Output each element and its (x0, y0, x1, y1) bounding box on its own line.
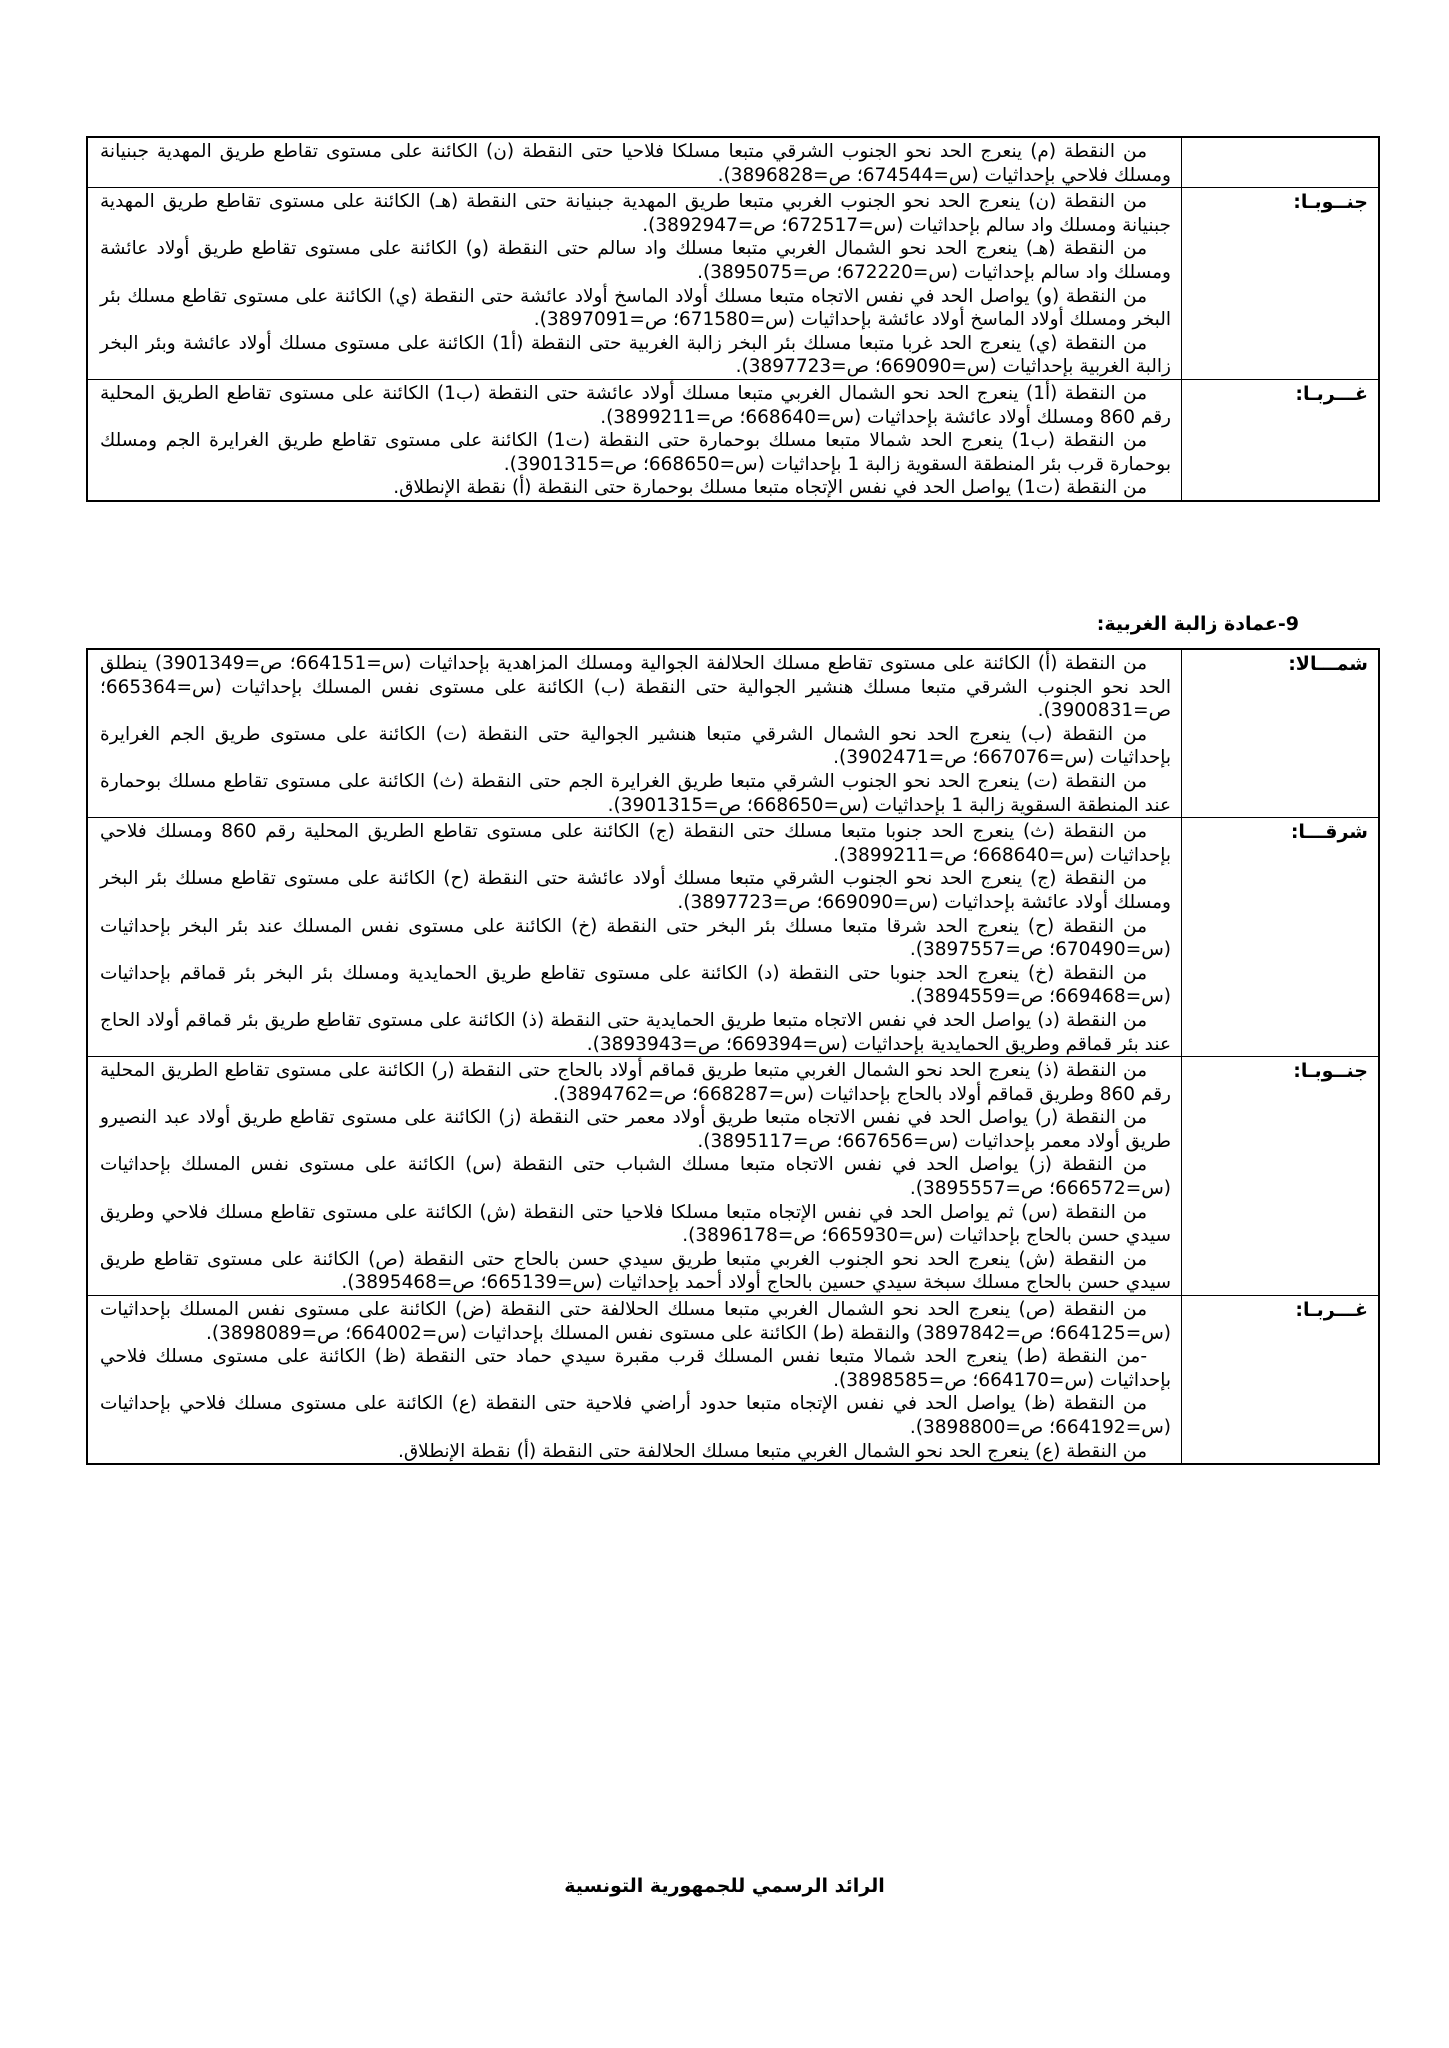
boundary-paragraph: من النقطة (د) يواصل الحد في نفس الاتجاه متبعا طريق الحمايدية حتى النقطة (ذ) الكائنة على مستوى تقاطع طريق بئر قماقم أولاد الحاج عند بئر قماقم وطريق الحمايدية بإحداثيات (س=669394؛ ص=3893943). (100, 1009, 1171, 1055)
boundary-paragraph: من النقطة (ذ) ينعرج الحد نحو الشمال الغربي متبعا طريق قماقم أولاد بالحاج حتى النقطة (ر) الكائنة على مستوى تقاطع الطريق المحلية رقم 860 وطريق قماقم أولاد بالحاج بإحداثيات (س=668287؛ ص=3894762). (100, 1060, 1171, 1105)
boundary-paragraph: من النقطة (أ) الكائنة على مستوى تقاطع مسلك الحلالفة الجوالية ومسلك المزاهدية بإحداثيات (س=664151؛ ص=3901349) ينطلق الحد نحو الجنوب الشرقي متبعا مسلك هنشير الجوالية حتى النقطة (ب) الكائنة على مستوى نفس المسلك بإحداثيات (س=665364؛ ص=3900831). (100, 653, 1171, 722)
boundary-paragraph: من النقطة (أ1) ينعرج الحد نحو الشمال الغربي متبعا مسلك أولاد عائشة حتى النقطة (ب1) الكائنة على مستوى تقاطع الطريق المحلية رقم 860 ومسلك أولاد عائشة بإحداثيات (س=668640؛ ص=3899211). (100, 382, 1171, 428)
boundary-paragraph: من النقطة (ب1) ينعرج الحد شمالا متبعا مسلك بوحمارة حتى النقطة (ت1) الكائنة على مستوى تقاطع طريق الغرايرة الجم ومسلك بوحمارة قرب بئر المنطقة السقوية زالبة 1 بإحداثيات (س=668650؛ ص=3901315). (100, 430, 1171, 475)
boundary-paragraph: من النقطة (هـ) ينعرج الحد نحو الشمال الغربي متبعا مسلك واد سالم حتى النقطة (و) الكائنة على مستوى تقاطع طريق أولاد عائشة ومسلك واد سالم بإحداثيات (س=672220؛ ص=3895075). (100, 238, 1171, 283)
boundary-description (87, 649, 1182, 818)
table-row (87, 1296, 1379, 1465)
direction-label: جنــوبـا: (1182, 1057, 1380, 1296)
boundary-paragraph: من النقطة (ص) ينعرج الحد نحو الشمال الغربي متبعا مسلك الحلالفة حتى النقطة (ض) الكائنة على مستوى نفس المسلك بإحداثيات (س=664125؛ ص=3897842) والنقطة (ط) الكائنة على مستوى نفس المسلك بإحداثيات (س=664002؛ ص=3898089). (100, 1299, 1171, 1344)
boundary-paragraph: من النقطة (ت1) يواصل الحد في نفس الإتجاه متبعا مسلك بوحمارة حتى النقطة (أ) نقطة الإنطلاق. (393, 477, 1147, 499)
direction-label: شرقـــا: (1182, 818, 1380, 1057)
boundary-paragraph: من النقطة (ز) يواصل الحد في نفس الاتجاه متبعا مسلك الشباب حتى النقطة (س) الكائنة على مستوى نفس المسلك بإحداثيات (س=666572؛ ص=3895557). (100, 1154, 1171, 1200)
boundary-paragraph: من النقطة (ش) ينعرج الحد نحو الجنوب الغربي متبعا طريق سيدي حسن بالحاج حتى النقطة (ص) الكائنة على مستوى تقاطع طريق سيدي حسن بالحاج مسلك سبخة سيدي حسين بالحاج أولاد أحمد بإحداثيات (س=665139؛ ص=3895468). (100, 1248, 1171, 1294)
direction-label: شمـــالا: (1182, 649, 1380, 818)
section-title: 9-عمادة زالبة الغربية: (1096, 613, 1299, 635)
boundary-paragraph: من النقطة (ت) ينعرج الحد نحو الجنوب الشرقي متبعا طريق الغرايرة الجم حتى النقطة (ث) الكائنة على مستوى تقاطع مسلك بوحمارة عند المنطقة السقوية زالبة 1 بإحداثيات (س=668650؛ ص=3901315). (100, 770, 1171, 816)
direction-label: جنــوبـا: (1182, 188, 1380, 380)
boundary-paragraph: من النقطة (ث) ينعرج الحد جنوبا متبعا مسلك حتى النقطة (ج) الكائنة على مستوى تقاطع الطريق المحلية رقم 860 ومسلك فلاحي بإحداثيات (س=668640؛ ص=3899211). (100, 821, 1171, 866)
boundary-description (87, 188, 1182, 380)
boundary-paragraph: من النقطة (م) ينعرج الحد نحو الجنوب الشرقي متبعا مسلكا فلاحيا حتى النقطة (ن) الكائنة على مستوى تقاطع طريق المهدية جبنيانة ومسلك فلاحي بإحداثيات (س=674544؛ ص=3896828). (100, 141, 1171, 186)
table-row (87, 379, 1379, 500)
boundary-paragraph: من النقطة (و) يواصل الحد في نفس الاتجاه متبعا مسلك أولاد الماسخ أولاد عائشة حتى النقطة (ي) الكائنة على مستوى تقاطع مسلك بئر البخر ومسلك أولاد الماسخ أولاد عائشة بإحداثيات (س=671580؛ ص=3897091). (100, 285, 1171, 331)
boundary-description (87, 137, 1182, 188)
boundary-description (87, 818, 1182, 1057)
boundary-paragraph: من النقطة (خ) ينعرج الحد جنوبا حتى النقطة (د) الكائنة على مستوى تقاطع طريق الحمايدية ومسلك بئر البخر بئر قماقم بإحداثيات (س=669468؛ ص=3894559). (100, 962, 1171, 1008)
boundaries-table-continued (86, 136, 1380, 502)
boundary-paragraph: من النقطة (ر) يواصل الحد في نفس الاتجاه متبعا طريق أولاد معمر حتى النقطة (ز) الكائنة على مستوى تقاطع طريق أولاد عبد النصيرو طريق أولاد معمر بإحداثيات (س=667656؛ ص=3895117). (100, 1107, 1171, 1152)
boundary-description (87, 1057, 1182, 1296)
table-row (87, 137, 1379, 188)
boundary-description (87, 379, 1182, 500)
direction-label: غـــربـا: (1182, 379, 1380, 500)
boundary-paragraph: من النقطة (ظ) يواصل الحد في نفس الإتجاه متبعا حدود أراضي فلاحية حتى النقطة (ع) الكائنة على مستوى مسلك فلاحي بإحداثيات (س=664192؛ ص=3898800). (100, 1393, 1171, 1438)
page-footer: الرائد الرسمي للجمهورية التونسية (564, 1875, 885, 1897)
boundary-paragraph: من النقطة (ع) ينعرج الحد نحو الشمال الغربي متبعا مسلك الحلالفة حتى النقطة (أ) نقطة الإنطلاق. (397, 1440, 1147, 1462)
table-row (87, 1057, 1379, 1296)
boundary-paragraph: من النقطة (ب) ينعرج الحد نحو الشمال الشرقي متبعا هنشير الجوالية حتى النقطة (ت) الكائنة على مستوى طريق الجم الغرايرة بإحداثيات (س=667076؛ ص=3902471). (100, 723, 1171, 769)
table-row (87, 188, 1379, 380)
boundaries-table (86, 648, 1380, 1465)
boundary-paragraph: من النقطة (ن) ينعرج الحد نحو الجنوب الغربي متبعا طريق المهدية جبنيانة حتى النقطة (هـ) الكائنة على مستوى تقاطع طريق المهدية جبنيانة ومسلك واد سالم بإحداثيات (س=672517؛ ص=3892947). (100, 191, 1171, 236)
boundary-description (87, 1296, 1182, 1465)
table-row (87, 818, 1379, 1057)
direction-label (1182, 137, 1380, 188)
boundary-paragraph: من النقطة (ي) ينعرج الحد غربا متبعا مسلك بئر البخر زالبة الغربية حتى النقطة (أ1) الكائنة على مستوى مسلك أولاد عائشة وبئر البخر زالبة الغربية بإحداثيات (س=669090؛ ص=3897723). (100, 332, 1171, 378)
boundary-paragraph: -من النقطة (ط) ينعرج الحد شمالا متبعا نفس المسلك قرب مقبرة سيدي حماد حتى النقطة (ظ) الكائنة على مستوى مسلك فلاحي بإحداثيات (س=664170؛ ص=3898585). (100, 1346, 1171, 1391)
table-row (87, 649, 1379, 818)
direction-label: غـــربـا: (1182, 1296, 1380, 1465)
boundary-paragraph: من النقطة (ح) ينعرج الحد شرقا متبعا مسلك بئر البخر حتى النقطة (خ) الكائنة على مستوى نفس المسلك عند بئر البخر بإحداثيات (س=670490؛ ص=3897557). (100, 915, 1171, 961)
boundary-paragraph: من النقطة (ج) ينعرج الحد نحو الجنوب الشرقي متبعا مسلك أولاد عائشة حتى النقطة (ح) الكائنة على مستوى تقاطع مسلك بئر البخر ومسلك أولاد عائشة بإحداثيات (س=669090؛ ص=3897723). (100, 868, 1171, 913)
boundary-paragraph: من النقطة (س) ثم يواصل الحد في نفس الإتجاه متبعا مسلكا فلاحيا حتى النقطة (ش) الكائنة على مستوى تقاطع مسلك فلاحي وطريق سيدي حسن بالحاج بإحداثيات (س=665930؛ ص=3896178). (100, 1201, 1171, 1247)
